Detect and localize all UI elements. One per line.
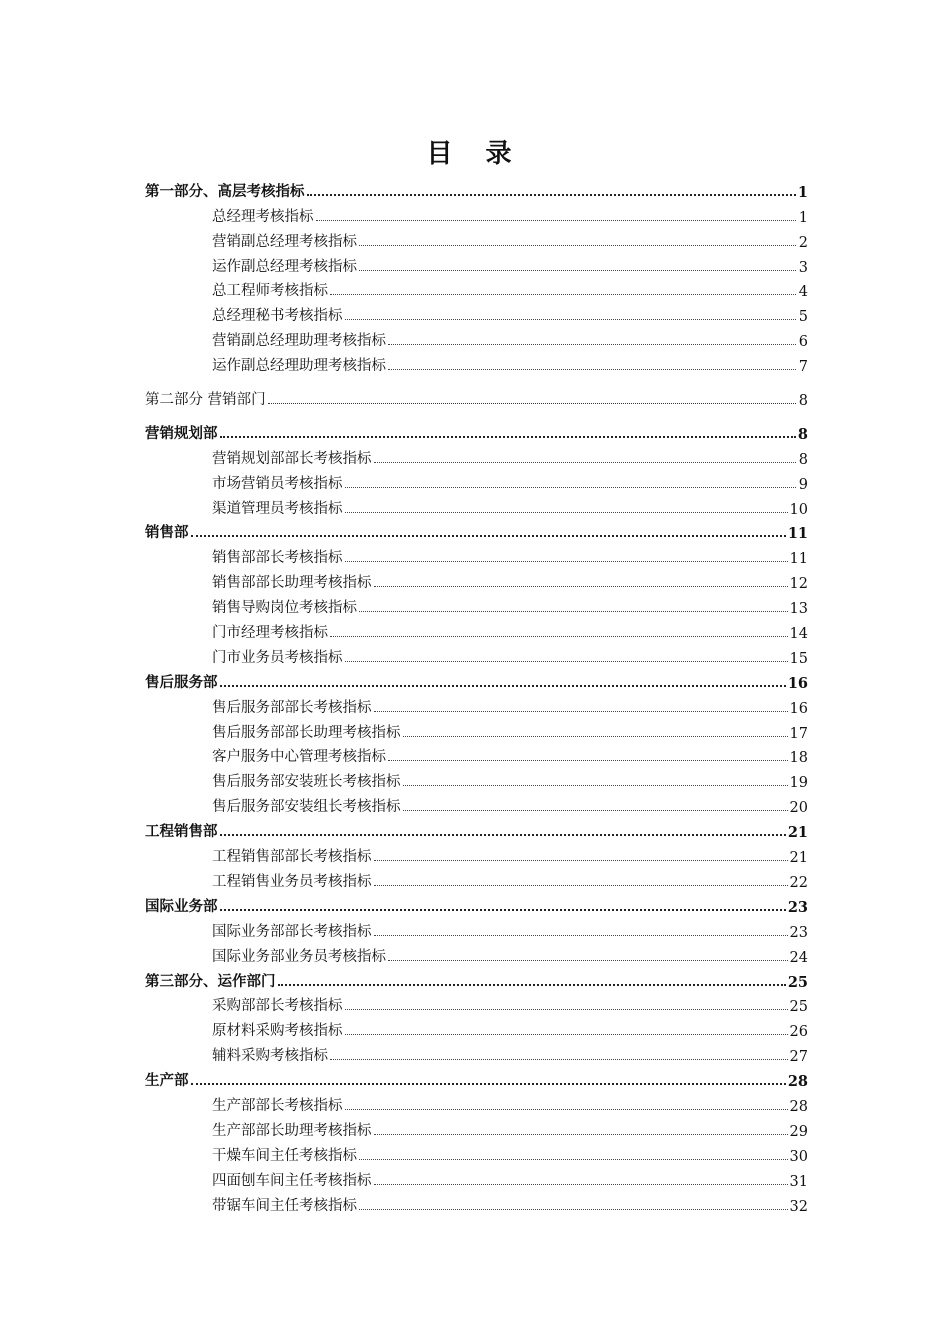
toc-entry-label: 工程销售部 [145,823,218,841]
toc-page-number: 5 [798,309,808,326]
toc-page-number: 8 [797,425,808,443]
toc-page-number: 21 [789,850,808,867]
dot-leader [374,935,788,936]
toc-entry[interactable] [145,866,808,891]
dot-leader [403,810,788,811]
toc-entry[interactable] [145,276,808,301]
toc-entry[interactable] [145,617,808,642]
toc-entry[interactable] [145,1090,808,1115]
dot-leader [359,1159,788,1160]
toc-entry-label: 运作副总经理考核指标 [212,258,357,275]
dot-leader [220,436,796,438]
dot-leader [388,760,788,761]
dot-leader [220,834,786,836]
toc-page-number: 13 [789,601,808,618]
toc-page-number: 10 [789,501,808,518]
toc-page-number: 20 [789,800,808,817]
dot-leader [374,885,788,886]
toc-entry[interactable] [145,1040,808,1065]
toc-page-number: 29 [789,1123,808,1140]
dot-leader [345,1034,788,1035]
toc-page-number: 30 [789,1148,808,1165]
toc-entry-label: 售后服务部安装组长考核指标 [212,799,401,816]
dot-leader [359,611,788,612]
dot-leader [191,1083,786,1085]
dot-leader [268,403,796,404]
toc-page-number: 28 [789,1098,808,1115]
dot-leader [345,512,788,513]
toc-entry[interactable] [145,468,808,493]
toc-entry[interactable] [145,941,808,966]
toc-page-number: 14 [789,626,808,643]
toc-entry-label: 工程销售部部长考核指标 [212,849,372,866]
dot-leader [345,1009,788,1010]
dot-leader [374,1184,788,1185]
toc-entry[interactable] [145,350,808,375]
toc-page-number: 25 [789,999,808,1016]
table-of-contents [145,176,808,1215]
dot-leader [220,909,786,911]
toc-entry[interactable] [145,742,808,767]
dot-leader [220,685,786,687]
dot-leader [374,711,788,712]
toc-page-number: 2 [798,234,808,251]
dot-leader [330,636,788,637]
toc-page-number: 4 [798,284,808,301]
dot-leader [388,369,796,370]
toc-entry[interactable] [145,567,808,592]
toc-entry-label: 四面刨车间主任考核指标 [212,1172,372,1189]
dot-leader [345,319,797,320]
toc-entry-label: 国际业务部部长考核指标 [212,923,372,940]
dot-leader [345,1109,788,1110]
toc-entry-label: 客户服务中心管理考核指标 [212,749,386,766]
toc-entry[interactable] [145,443,808,468]
dot-leader [388,344,796,345]
toc-entry[interactable] [145,916,808,941]
toc-entry-label: 门市业务员考核指标 [212,649,343,666]
toc-entry[interactable] [145,642,808,667]
toc-entry-label: 第三部分、运作部门 [145,972,276,990]
toc-entry-label: 生产部部长考核指标 [212,1097,343,1114]
toc-entry-label: 国际业务部 [145,897,218,915]
dot-leader [191,535,786,537]
toc-entry-label: 售后服务部部长助理考核指标 [212,724,401,741]
toc-entry[interactable] [145,493,808,518]
toc-entry-label: 销售导购岗位考核指标 [212,600,357,617]
toc-entry-label: 总经理考核指标 [212,208,314,225]
toc-entry-label: 门市经理考核指标 [212,625,328,642]
toc-page-number: 28 [787,1073,808,1091]
toc-section-entry[interactable] [145,418,808,443]
toc-entry[interactable] [145,841,808,866]
toc-page-number: 12 [789,576,808,593]
toc-section-entry[interactable] [145,518,808,543]
dot-leader [330,294,796,295]
toc-page-number: 16 [787,674,808,692]
toc-entry[interactable] [145,1165,808,1190]
toc-entry[interactable] [145,1115,808,1140]
toc-entry-label: 营销规划部部长考核指标 [212,450,372,467]
toc-entry[interactable] [145,717,808,742]
toc-page-number: 22 [789,874,808,891]
toc-page-number: 31 [789,1173,808,1190]
toc-entry-label: 销售部 [145,524,189,542]
toc-section-entry[interactable] [145,816,808,841]
dot-leader [345,487,797,488]
toc-page-number: 17 [789,725,808,742]
toc-page-number: 26 [789,1024,808,1041]
toc-entry-label: 售后服务部 [145,673,218,691]
toc-page-number: 18 [789,750,808,767]
dot-leader [316,220,797,221]
dot-leader [307,194,796,196]
toc-entry-label: 营销规划部 [145,424,218,442]
toc-entry-label: 带锯车间主任考核指标 [212,1197,357,1214]
toc-page-number: 1 [797,183,808,201]
toc-page-number: 21 [787,824,808,842]
toc-page-number: 3 [798,259,808,276]
dot-leader [345,661,788,662]
dot-leader [359,245,796,246]
toc-section-entry[interactable] [145,891,808,916]
toc-entry-label: 第二部分 营销部门 [145,392,266,409]
toc-page-number: 11 [787,525,808,543]
toc-page-number: 32 [789,1198,808,1215]
toc-entry[interactable] [145,1015,808,1040]
toc-page-number: 11 [789,551,808,568]
toc-entry[interactable] [145,201,808,226]
toc-entry[interactable] [145,791,808,816]
dot-leader [330,1059,788,1060]
toc-entry[interactable] [145,300,808,325]
toc-entry[interactable] [145,991,808,1016]
toc-entry-label: 销售部部长助理考核指标 [212,575,372,592]
toc-page-number: 25 [787,973,808,991]
toc-entry-label: 原材料采购考核指标 [212,1023,343,1040]
dot-leader [374,462,797,463]
toc-entry-label: 市场营销员考核指标 [212,475,343,492]
dot-leader [374,1134,788,1135]
toc-entry-label: 运作副总经理助理考核指标 [212,358,386,375]
toc-page-number: 8 [798,451,808,468]
toc-page-number: 19 [789,775,808,792]
toc-entry-label: 采购部部长考核指标 [212,998,343,1015]
dot-leader [388,960,788,961]
page-title: 目 录 [426,139,524,169]
toc-page-number: 27 [789,1049,808,1066]
toc-entry-label: 销售部部长考核指标 [212,550,343,567]
toc-entry[interactable] [145,226,808,251]
toc-page-number: 16 [789,700,808,717]
toc-page-number: 8 [798,393,808,410]
toc-entry[interactable] [145,592,808,617]
toc-section-entry[interactable] [145,966,808,991]
dot-leader [374,860,788,861]
toc-entry-label: 营销副总经理考核指标 [212,233,357,250]
toc-entry-label: 售后服务部部长考核指标 [212,699,372,716]
toc-entry[interactable] [145,1140,808,1165]
dot-leader [403,736,788,737]
toc-page-number: 9 [798,476,808,493]
toc-part-entry[interactable] [145,384,808,409]
toc-page-number: 7 [798,359,808,376]
toc-entry-label: 干燥车间主任考核指标 [212,1147,357,1164]
toc-entry[interactable] [145,1190,808,1215]
toc-entry-label: 营销副总经理助理考核指标 [212,333,386,350]
toc-section-entry[interactable] [145,1065,808,1090]
toc-entry[interactable] [145,251,808,276]
toc-entry-label: 总经理秘书考核指标 [212,308,343,325]
toc-page-number: 15 [789,650,808,667]
dot-leader [374,586,788,587]
dot-leader [345,561,788,562]
toc-entry-label: 生产部 [145,1072,189,1090]
dot-leader [359,1209,788,1210]
toc-entry-label: 辅料采购考核指标 [212,1048,328,1065]
toc-entry-label: 渠道管理员考核指标 [212,500,343,517]
toc-page-number: 24 [789,949,808,966]
toc-entry-label: 国际业务部业务员考核指标 [212,948,386,965]
toc-section-entry[interactable] [145,176,808,201]
toc-entry[interactable] [145,325,808,350]
toc-entry[interactable] [145,766,808,791]
toc-section-entry[interactable] [145,667,808,692]
dot-leader [403,785,788,786]
toc-page-number: 6 [798,334,808,351]
toc-page-number: 1 [798,209,808,226]
dot-leader [278,984,786,986]
toc-entry-label: 工程销售业务员考核指标 [212,873,372,890]
toc-entry-label: 售后服务部安装班长考核指标 [212,774,401,791]
toc-page-number: 23 [789,924,808,941]
toc-entry-label: 第一部分、高层考核指标 [145,182,305,200]
toc-entry-label: 生产部部长助理考核指标 [212,1122,372,1139]
toc-entry[interactable] [145,542,808,567]
dot-leader [359,270,796,271]
toc-entry-label: 总工程师考核指标 [212,283,328,300]
toc-page-number: 23 [787,898,808,916]
toc-entry[interactable] [145,692,808,717]
